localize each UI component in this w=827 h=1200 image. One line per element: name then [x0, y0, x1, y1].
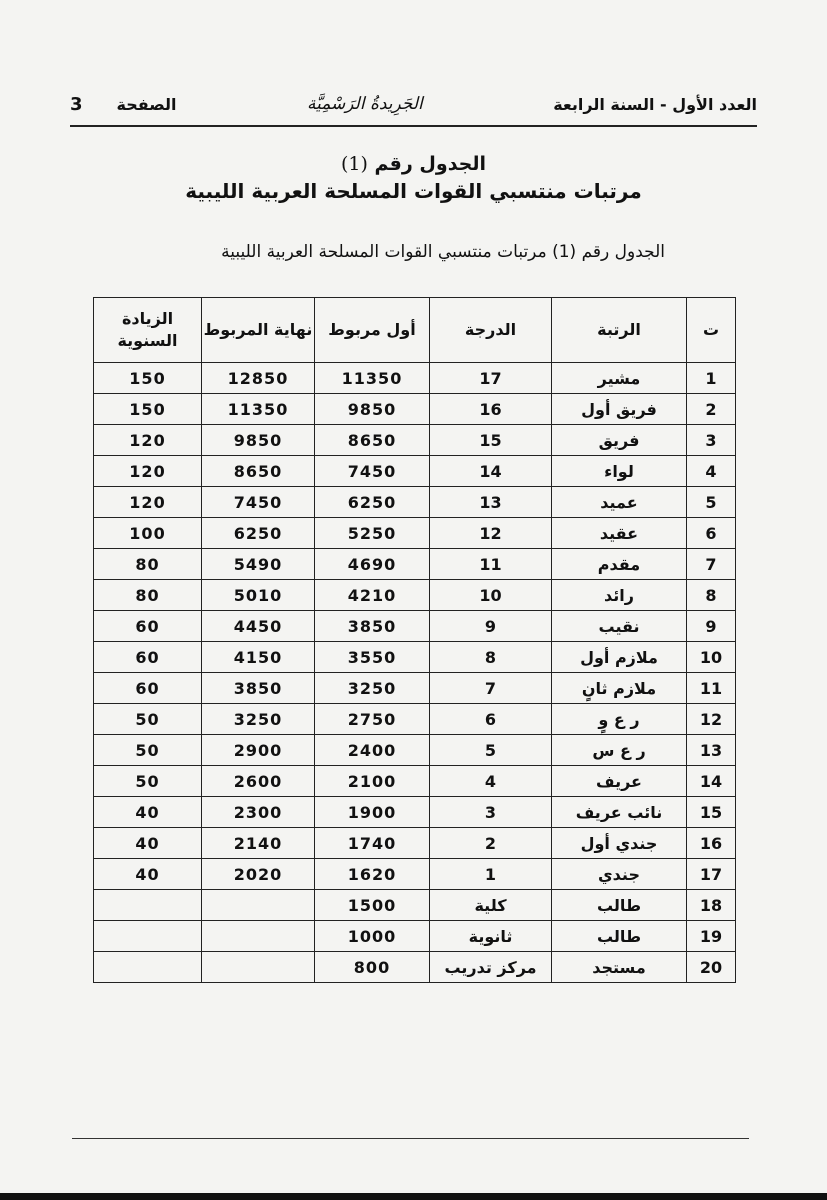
cell-start-salary: 800	[315, 952, 430, 983]
cell-annual-increase: 40	[94, 859, 202, 890]
cell-start-salary: 3850	[315, 611, 430, 642]
cell-rank: لواء	[552, 456, 687, 487]
cell-index: 19	[687, 921, 736, 952]
cell-index: 9	[687, 611, 736, 642]
cell-index: 3	[687, 425, 736, 456]
table-row	[94, 952, 736, 983]
cell-start-salary: 4210	[315, 580, 430, 611]
cell-end-salary: 2900	[202, 735, 315, 766]
table-row	[94, 673, 736, 704]
cell-start-salary: 1000	[315, 921, 430, 952]
header-end-salary: نهاية المربوط	[202, 298, 315, 363]
cell-grade: 2	[430, 828, 552, 859]
header-index: ت	[687, 298, 736, 363]
cell-end-salary: 12850	[202, 363, 315, 394]
cell-start-salary: 11350	[315, 363, 430, 394]
page-number: 3	[70, 93, 83, 115]
cell-end-salary: 7450	[202, 487, 315, 518]
cell-grade: مركز تدريب	[430, 952, 552, 983]
cell-rank: طالب	[552, 890, 687, 921]
cell-grade: 1	[430, 859, 552, 890]
cell-index: 2	[687, 394, 736, 425]
cell-rank: مستجد	[552, 952, 687, 983]
cell-rank: نقيب	[552, 611, 687, 642]
cell-end-salary: 2300	[202, 797, 315, 828]
cell-grade: 15	[430, 425, 552, 456]
cell-start-salary: 2100	[315, 766, 430, 797]
cell-end-salary: 2020	[202, 859, 315, 890]
cell-index: 16	[687, 828, 736, 859]
table-row	[94, 735, 736, 766]
table-row	[94, 890, 736, 921]
cell-index: 11	[687, 673, 736, 704]
cell-annual-increase: 80	[94, 580, 202, 611]
cell-annual-increase: 40	[94, 828, 202, 859]
cell-start-salary: 2400	[315, 735, 430, 766]
cell-end-salary: 2140	[202, 828, 315, 859]
header-grade: الدرجة	[430, 298, 552, 363]
table-row	[94, 921, 736, 952]
table-row	[94, 766, 736, 797]
cell-index: 17	[687, 859, 736, 890]
cell-end-salary: 4150	[202, 642, 315, 673]
header-annual-increase: الزيادة السنوية	[94, 298, 202, 363]
table-row	[94, 363, 736, 394]
cell-rank: عقيد	[552, 518, 687, 549]
cell-annual-increase: 80	[94, 549, 202, 580]
cell-index: 18	[687, 890, 736, 921]
cell-grade: 4	[430, 766, 552, 797]
cell-grade: 12	[430, 518, 552, 549]
cell-rank: ملازم أول	[552, 642, 687, 673]
table-row	[94, 425, 736, 456]
cell-rank: مشير	[552, 363, 687, 394]
cell-end-salary: 3250	[202, 704, 315, 735]
cell-annual-increase: 100	[94, 518, 202, 549]
cell-rank: عميد	[552, 487, 687, 518]
cell-start-salary: 1900	[315, 797, 430, 828]
table-header-row	[94, 298, 736, 363]
cell-annual-increase: 150	[94, 363, 202, 394]
cell-end-salary: 6250	[202, 518, 315, 549]
page-label: الصفحة	[116, 94, 177, 114]
cell-index: 14	[687, 766, 736, 797]
table-title-number: (1)	[340, 153, 368, 175]
table-row	[94, 797, 736, 828]
cell-index: 1	[687, 363, 736, 394]
cell-start-salary: 3250	[315, 673, 430, 704]
cell-end-salary: 8650	[202, 456, 315, 487]
cell-grade: 7	[430, 673, 552, 704]
table-row	[94, 642, 736, 673]
cell-grade: 13	[430, 487, 552, 518]
cell-index: 10	[687, 642, 736, 673]
cell-annual-increase: 50	[94, 766, 202, 797]
header-rank: الرتبة	[552, 298, 687, 363]
cell-annual-increase: 60	[94, 611, 202, 642]
journal-title: الجَرِيدةُ الرَسْمِيَّة	[306, 94, 423, 114]
cell-end-salary: 3850	[202, 673, 315, 704]
cell-rank: فريق أول	[552, 394, 687, 425]
cell-annual-increase	[94, 890, 202, 921]
table-row	[94, 859, 736, 890]
cell-grade: 8	[430, 642, 552, 673]
cell-annual-increase: 120	[94, 425, 202, 456]
table-title-text: الجدول رقم	[374, 153, 487, 175]
table-row	[94, 611, 736, 642]
cell-end-salary: 4450	[202, 611, 315, 642]
cell-start-salary: 4690	[315, 549, 430, 580]
cell-start-salary: 1500	[315, 890, 430, 921]
cell-index: 8	[687, 580, 736, 611]
cell-grade: 9	[430, 611, 552, 642]
cell-grade: 14	[430, 456, 552, 487]
table-row	[94, 456, 736, 487]
cell-end-salary	[202, 890, 315, 921]
cell-rank: مقدم	[552, 549, 687, 580]
cell-grade: ثانوية	[430, 921, 552, 952]
cell-end-salary: 5490	[202, 549, 315, 580]
cell-index: 6	[687, 518, 736, 549]
cell-end-salary: 2600	[202, 766, 315, 797]
cell-start-salary: 6250	[315, 487, 430, 518]
cell-start-salary: 2750	[315, 704, 430, 735]
cell-annual-increase: 50	[94, 735, 202, 766]
table-row	[94, 518, 736, 549]
cell-end-salary: 11350	[202, 394, 315, 425]
table-caption: الجدول رقم (1) مرتبات منتسبي القوات المسلحة العربية الليبية	[221, 242, 665, 262]
salary-table	[93, 297, 736, 983]
title-block	[0, 152, 827, 206]
bottom-edge-bar	[0, 1193, 827, 1200]
cell-rank: ر ع س	[552, 735, 687, 766]
cell-annual-increase: 120	[94, 487, 202, 518]
cell-rank: طالب	[552, 921, 687, 952]
table-row	[94, 394, 736, 425]
cell-rank: نائب عريف	[552, 797, 687, 828]
cell-index: 7	[687, 549, 736, 580]
cell-rank: جندي أول	[552, 828, 687, 859]
table-row	[94, 828, 736, 859]
cell-annual-increase: 60	[94, 673, 202, 704]
table-body	[94, 363, 736, 983]
cell-grade: 3	[430, 797, 552, 828]
cell-rank: فريق	[552, 425, 687, 456]
cell-start-salary: 9850	[315, 394, 430, 425]
table-row	[94, 487, 736, 518]
cell-grade: 10	[430, 580, 552, 611]
cell-index: 4	[687, 456, 736, 487]
cell-rank: ر ع وٍ	[552, 704, 687, 735]
cell-annual-increase: 40	[94, 797, 202, 828]
cell-start-salary: 8650	[315, 425, 430, 456]
cell-annual-increase: 60	[94, 642, 202, 673]
cell-end-salary: 5010	[202, 580, 315, 611]
table-row	[94, 704, 736, 735]
table-title-line2: مرتبات منتسبي القوات المسلحة العربية الليبية	[185, 179, 642, 203]
cell-end-salary	[202, 952, 315, 983]
cell-index: 20	[687, 952, 736, 983]
cell-index: 5	[687, 487, 736, 518]
cell-annual-increase: 120	[94, 456, 202, 487]
header-start-salary: أول مربوط	[315, 298, 430, 363]
cell-index: 15	[687, 797, 736, 828]
cell-start-salary: 1620	[315, 859, 430, 890]
cell-index: 13	[687, 735, 736, 766]
cell-grade: 17	[430, 363, 552, 394]
table-row	[94, 549, 736, 580]
cell-rank: عريف	[552, 766, 687, 797]
cell-index: 12	[687, 704, 736, 735]
cell-grade: كلية	[430, 890, 552, 921]
footer-rule	[72, 1138, 749, 1139]
cell-grade: 11	[430, 549, 552, 580]
cell-grade: 5	[430, 735, 552, 766]
page-header	[70, 84, 757, 124]
cell-rank: جندي	[552, 859, 687, 890]
cell-start-salary: 5250	[315, 518, 430, 549]
cell-annual-increase	[94, 921, 202, 952]
cell-start-salary: 3550	[315, 642, 430, 673]
cell-end-salary: 9850	[202, 425, 315, 456]
cell-annual-increase: 150	[94, 394, 202, 425]
table-title-line1	[0, 152, 827, 176]
cell-annual-increase	[94, 952, 202, 983]
cell-start-salary: 7450	[315, 456, 430, 487]
cell-rank: رائد	[552, 580, 687, 611]
header-rule	[70, 125, 757, 127]
cell-end-salary	[202, 921, 315, 952]
page-number-block	[70, 94, 177, 115]
table-row	[94, 580, 736, 611]
cell-start-salary: 1740	[315, 828, 430, 859]
cell-rank: ملازم ثانٍ	[552, 673, 687, 704]
issue-label: العدد الأول - السنة الرابعة	[553, 94, 757, 114]
cell-grade: 16	[430, 394, 552, 425]
cell-annual-increase: 50	[94, 704, 202, 735]
cell-grade: 6	[430, 704, 552, 735]
